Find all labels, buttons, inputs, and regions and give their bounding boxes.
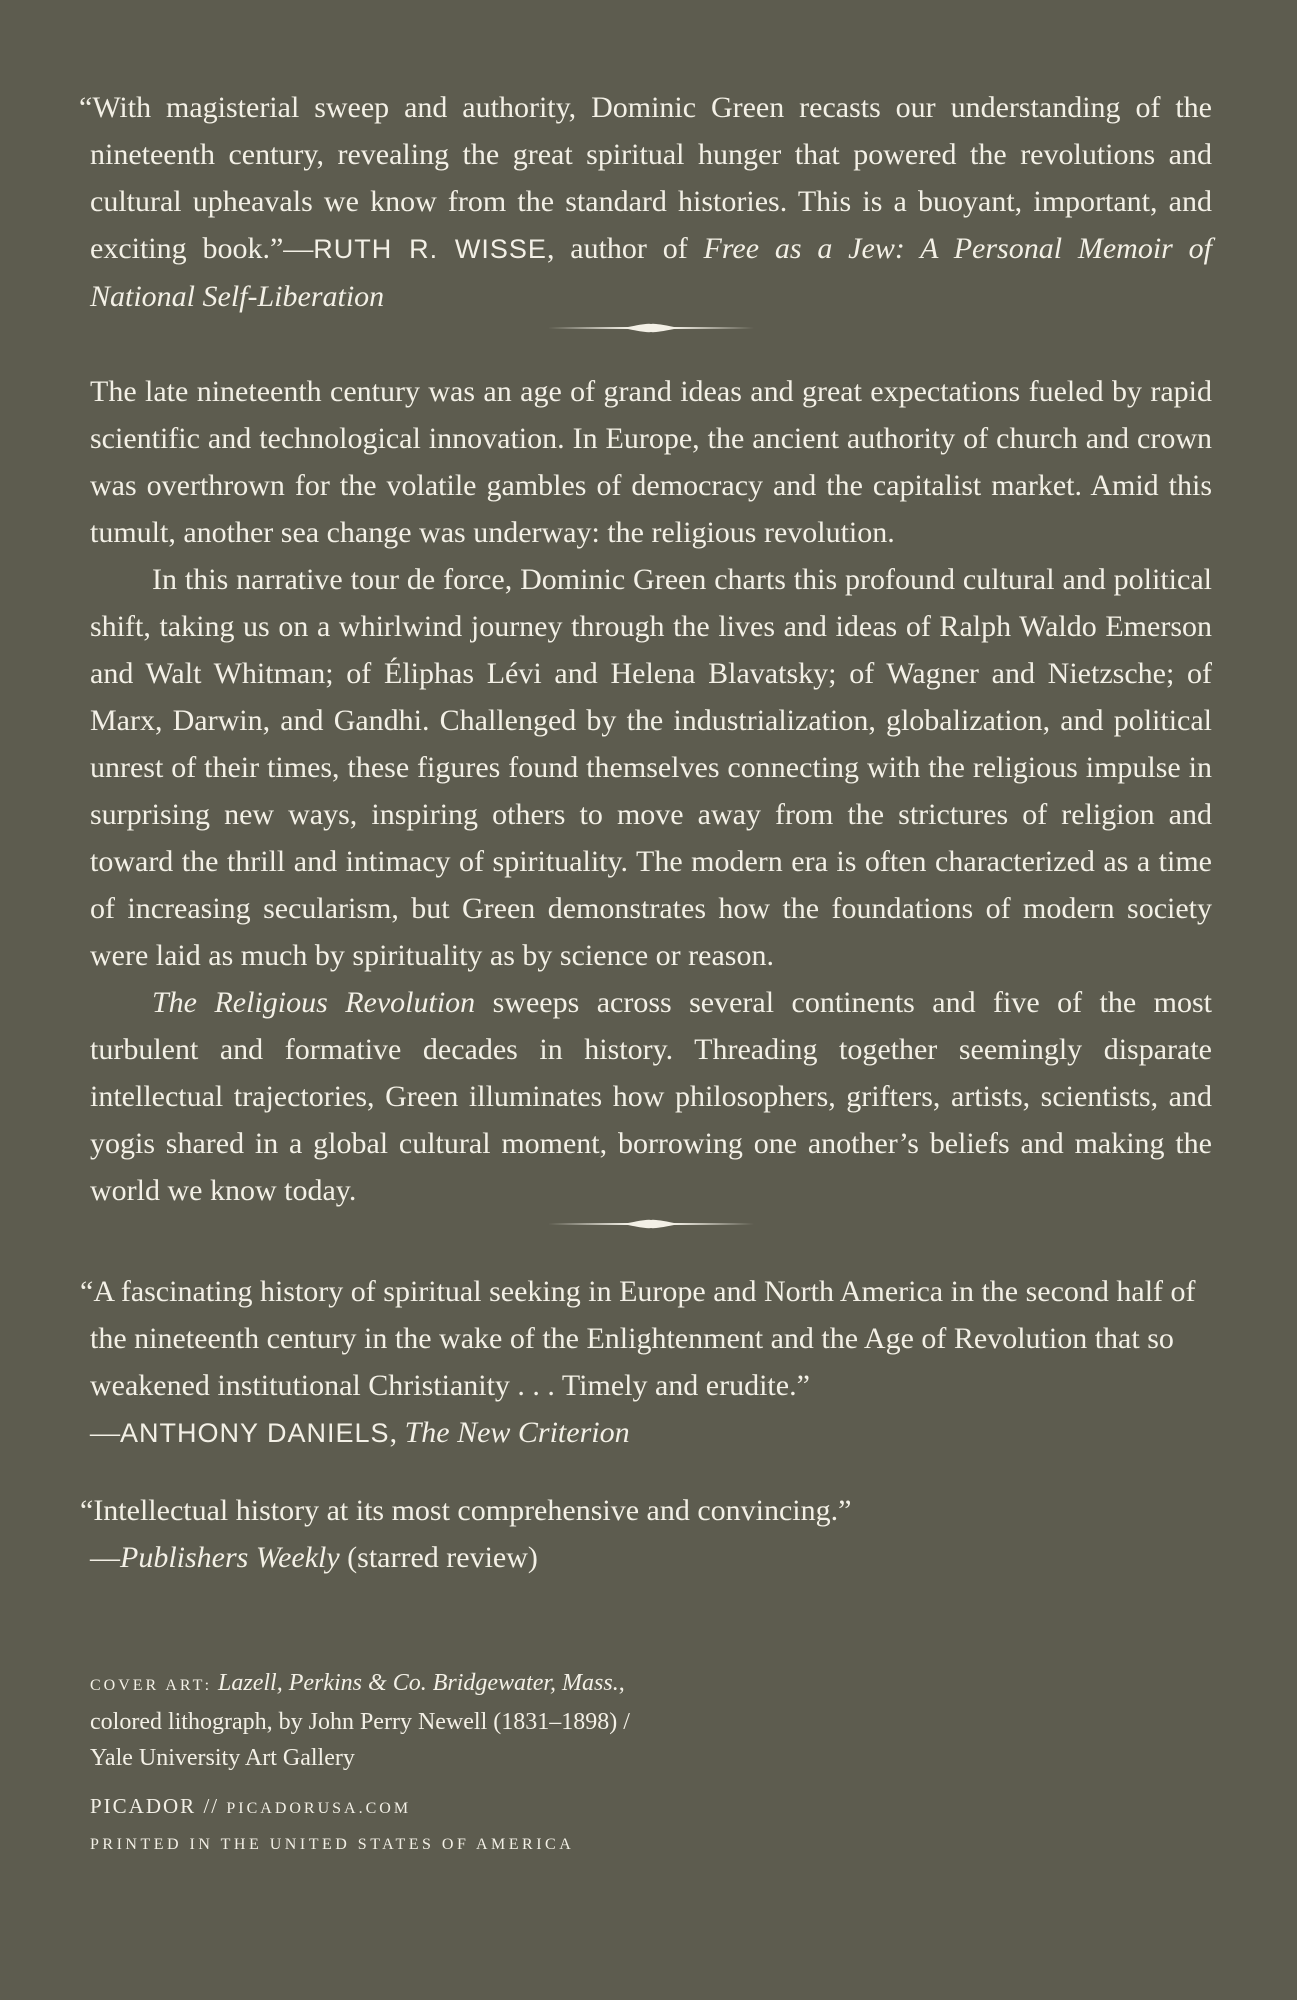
book-title: The Religious Revolution [152,986,476,1019]
cover-art-source: Yale University Art Gallery [90,1745,355,1771]
quote-attribution [90,1409,1212,1457]
review-quote-wisse [79,84,1212,320]
cover-art-credit [90,1665,1212,1776]
description-paragraph-3 [90,979,1212,1214]
quote-attribution-note: (starred review) [339,1541,538,1574]
quote-text: “A fascinating history of spiritual seeking in Europe and North America in the second half of the nineteenth century in the wake of the Enlightenment and the Age of Revolution that so weakened institutional Christianity . . . Timely and erudite.” [80,1275,1196,1402]
review-quote-publishers-weekly [80,1487,1212,1581]
cover-art-title: Lazell, Perkins & Co. Bridgewater, Mass. [218,1670,619,1696]
publisher-line [90,1788,1212,1827]
quote-dash: — [283,232,314,265]
quote-attribution-sep: , [389,1416,405,1449]
cover-art-label: COVER ART: [90,1677,213,1694]
review-quote-daniels [80,1268,1212,1457]
description-paragraph-2: In this narrative tour de force, Dominic Green charts this profound cultural and political shift, taking us on a whirlwind journey through the lives and ideas of Ralph Waldo Emerson and Walt Whitman; of Éliphas Lévi and Helena Blavatsky; of Wagner and Nietzsche; of Marx, Darwin, and Gandhi. Challenged by the industrialization, globalization, and political unrest of their times, these figures found themselves connecting with the religious impulse in surprising new ways, inspiring others to move away from the strictures of religion and toward the thrill and intimacy of spirituality. The modern era is often characterized as a time of increasing secularism, but Green demonstrates how the foundations of modern society were laid as much by spirituality as by science or reason. [90,563,1212,972]
cover-art-comma: , [618,1670,625,1696]
publisher-name: PICADOR [90,1794,197,1818]
cover-art-medium: colored lithograph, by John Perry Newell (1831–1898) / [90,1709,630,1735]
publisher-url: PICADORUSA.COM [226,1800,412,1817]
quote-dash: — [90,1541,120,1574]
publisher-separator: // [196,1794,227,1818]
printed-in-line: PRINTED IN THE UNITED STATES OF AMERICA [90,1836,575,1853]
book-description [90,368,1212,1214]
cover-credits [90,1665,1212,1863]
quote-text: “With magisterial sweep and authority, Dominic Green recasts our understanding of the nineteenth century, revealing the great spiritual hunger that powered the revolutions and cultural upheavals we know from the standard histories. This is a buoyant, important, and exciting book.” [79,91,1212,265]
quote-body [79,84,1212,320]
quote-attribution-work: Free as a Jew: A Personal Memoir of National Self-Liberation [90,232,1212,313]
quote-attribution-work: The New Criterion [404,1416,630,1449]
quote-dash: — [90,1416,120,1449]
quote-attribution-name: RUTH R. WISSE [313,234,547,264]
quote-attribution [90,1534,1212,1581]
quote-attribution-work: Publishers Weekly [120,1541,340,1574]
ornamental-divider [548,322,754,334]
description-paragraph-1: The late nineteenth century was an age of grand ideas and great expectations fueled by rapid scientific and technological innovation. In Europe, the ancient authority of church and crown was overthrown for the volatile gambles of democracy and the capitalist market. Amid this tumult, another sea change was underway: the religious revolution. [90,375,1212,549]
description-paragraph-3-text: sweeps across several continents and five of the most turbulent and formative decades in history. Threading together seemingly disparate intellectual trajectories, Green illuminates how philosophers, grifters, artists, scientists, and yogis shared in a global cultural moment, borrowing one another’s beliefs and making the world we know today. [90,986,1212,1207]
quote-text: “Intellectual history at its most comprehensive and convincing.” [80,1494,852,1527]
quote-attribution-role: , author of [546,232,704,265]
ornamental-divider [548,1218,754,1230]
quote-attribution-name: ANTHONY DANIELS [120,1418,390,1448]
